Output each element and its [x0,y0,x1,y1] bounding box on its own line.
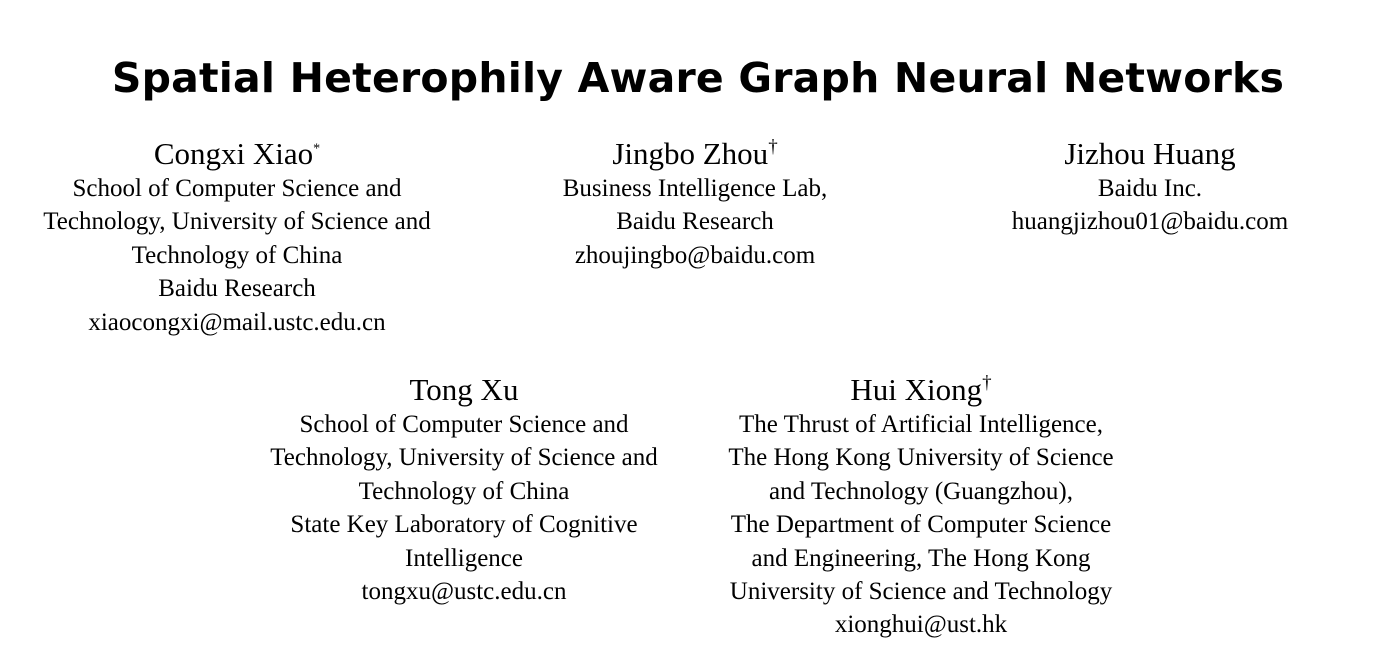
author-name-text: Hui Xiong [850,372,983,407]
author-name [22,136,452,172]
author-name [950,136,1350,172]
author-name [248,372,680,408]
affiliation-line: The Hong Kong University of Science [728,444,1114,472]
affiliation-line: Baidu Research [616,208,774,236]
affiliation-line: Intelligence [405,544,523,572]
author-email[interactable]: zhoujingbo@baidu.com [574,241,816,269]
author-block-hui-xiong [700,372,1142,642]
affiliation-line: Baidu Inc. [1097,175,1203,202]
affiliation-line: and Engineering, The Hong Kong [751,544,1091,572]
affiliation-line: State Key Laboratory of Cognitive [290,511,638,539]
affiliation-line: University of Science and Technology [729,578,1113,606]
affiliation-line: School of Computer Science and [72,175,402,202]
author-name-text: Congxi Xiao [153,136,314,171]
author-name-text: Jingbo Zhou [612,136,769,171]
author-note-mark: † [768,136,778,158]
author-block-jingbo-zhou [480,136,910,272]
author-block-jizhou-huang [950,136,1350,239]
author-email[interactable]: xionghui@ust.hk [834,611,1008,639]
affiliation-line: Technology of China [131,241,343,269]
author-name [480,136,910,172]
affiliation-line: Business Intelligence Lab, [562,175,828,202]
affiliation-line: The Thrust of Artificial Intelligence, [738,411,1103,438]
author-block-tong-xu [248,372,680,608]
author-email[interactable]: huangjizhou01@baidu.com [1011,208,1289,236]
affiliation-line: Technology, University of Science and [270,444,658,472]
author-name-text: Tong Xu [409,372,519,407]
author-name-text: Jizhou Huang [1064,136,1236,171]
affiliation-line: and Technology (Guangzhou), [769,477,1073,505]
affiliation-line: The Department of Computer Science [730,511,1112,539]
affiliation-line: Baidu Research [158,275,316,303]
paper-title: Spatial Heterophily Aware Graph Neural Networks [111,54,1285,102]
author-block-congxi-xiao [22,136,452,339]
author-email[interactable]: tongxu@ustc.edu.cn [361,578,567,606]
author-note-mark: * [313,141,321,157]
author-note-mark: † [982,372,992,394]
author-email[interactable]: xiaocongxi@mail.ustc.edu.cn [88,308,386,336]
affiliation-line: School of Computer Science and [299,411,629,438]
affiliation-line: Technology of China [358,477,570,505]
affiliation-line: Technology, University of Science and [43,208,431,236]
author-name [700,372,1142,408]
